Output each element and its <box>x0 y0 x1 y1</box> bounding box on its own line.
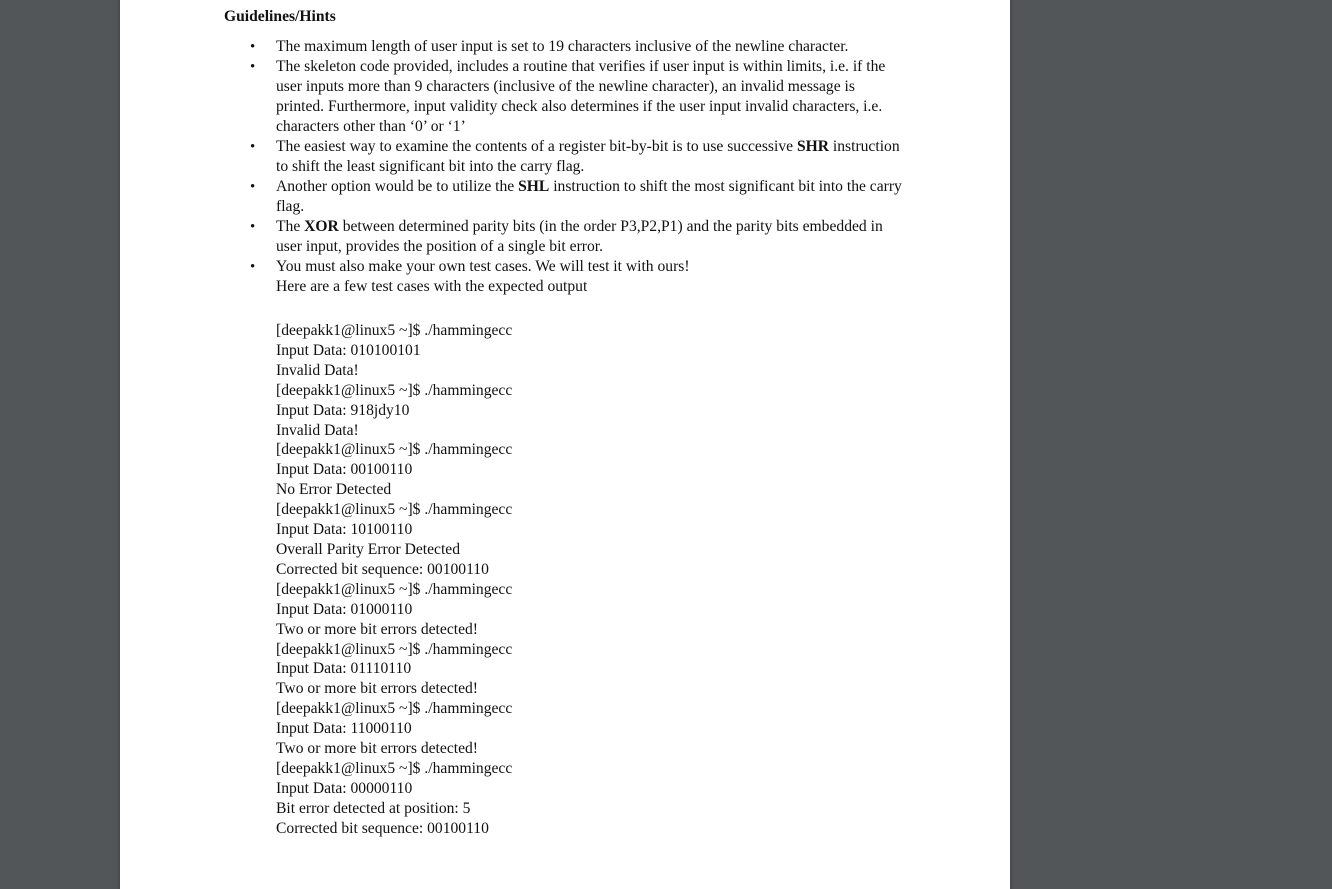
hint-text: The maximum length of user input is set to 19 characters inclusive of the newline character. <box>276 38 849 55</box>
transcript-line: [deepakk1@linux5 ~]$ ./hammingecc <box>276 700 513 718</box>
bullet-icon: • <box>250 139 256 155</box>
transcript-line: [deepakk1@linux5 ~]$ ./hammingecc <box>276 441 513 459</box>
hint-keyword-shl: SHL <box>518 178 550 195</box>
transcript-line: Two or more bit errors detected! <box>276 740 478 758</box>
hint-text-after: instruction to shift the least significant bit into the carry flag. <box>276 138 900 175</box>
bullet-icon: • <box>250 179 256 195</box>
transcript-line: [deepakk1@linux5 ~]$ ./hammingecc <box>276 322 513 339</box>
transcript-line: Invalid Data! <box>276 361 359 379</box>
list-item <box>224 177 904 217</box>
hint-text-before: Another option would be to utilize the <box>276 178 519 195</box>
bullet-icon: • <box>250 219 256 235</box>
hints-list <box>224 37 904 297</box>
transcript-line: Input Data: 00000110 <box>276 779 413 797</box>
hint-text-before: The <box>276 218 305 235</box>
list-item <box>224 257 904 297</box>
transcript-line: Overall Parity Error Detected <box>276 540 461 558</box>
bullet-icon: • <box>250 59 256 75</box>
transcript-line: Corrected bit sequence: 00100110 <box>276 560 489 578</box>
section-heading: Guidelines/Hints <box>224 8 336 25</box>
hint-keyword-xor: XOR <box>304 218 339 235</box>
transcript-line: Input Data: 01110110 <box>276 660 412 678</box>
list-item <box>224 37 904 57</box>
transcript-line: No Error Detected <box>276 481 392 499</box>
transcript-line: Input Data: 010100101 <box>276 341 421 359</box>
transcript-line: [deepakk1@linux5 ~]$ ./hammingecc <box>276 580 513 598</box>
bullet-icon: • <box>250 39 256 55</box>
transcript-line: Input Data: 918jdy10 <box>276 401 410 419</box>
transcript-line: [deepakk1@linux5 ~]$ ./hammingecc <box>276 640 513 658</box>
hint-keyword-shr: SHR <box>796 138 830 155</box>
transcript-line: Input Data: 01000110 <box>276 600 413 618</box>
test-cases-intro: Here are a few test cases with the expected output <box>276 278 588 295</box>
transcript-line: Input Data: 11000110 <box>276 720 412 738</box>
transcript-line: Two or more bit errors detected! <box>276 680 478 698</box>
hint-text-before: The easiest way to examine the contents of a register bit-by-bit is to use successive <box>276 138 797 155</box>
transcript-line: Corrected bit sequence: 00100110 <box>276 819 489 837</box>
hint-text: The skeleton code provided, includes a routine that verifies if user input is within limits, i.e. if the user inputs more than 9 characters (inclusive of the newline character), an invalid message is printed. Furthermore, input validity check also determines if the user input invalid characters, i.e. characters other than ‘0’ or ‘1’ <box>276 58 886 135</box>
transcript-line: Input Data: 00100110 <box>276 461 413 479</box>
transcript-line: Two or more bit errors detected! <box>276 620 478 638</box>
transcript-line: [deepakk1@linux5 ~]$ ./hammingecc <box>276 759 513 777</box>
list-item <box>224 137 904 177</box>
transcript-line: Invalid Data! <box>276 421 359 439</box>
hint-text: You must also make your own test cases. We will test it with ours! <box>276 258 690 275</box>
hint-text-after: instruction to shift the most significant bit into the carry flag. <box>276 178 902 215</box>
transcript-line: [deepakk1@linux5 ~]$ ./hammingecc <box>276 501 513 519</box>
bullet-icon: • <box>250 259 256 275</box>
list-item <box>224 217 904 257</box>
hint-text-after: between determined parity bits (in the order P3,P2,P1) and the parity bits embedded in user input, provides the position of a single bit error. <box>276 218 883 255</box>
terminal-transcript <box>276 321 512 839</box>
document-page <box>120 0 1010 889</box>
transcript-line: Bit error detected at position: 5 <box>276 799 471 817</box>
transcript-line: [deepakk1@linux5 ~]$ ./hammingecc <box>276 381 513 399</box>
transcript-line: Input Data: 10100110 <box>276 521 413 539</box>
list-item <box>224 57 904 137</box>
